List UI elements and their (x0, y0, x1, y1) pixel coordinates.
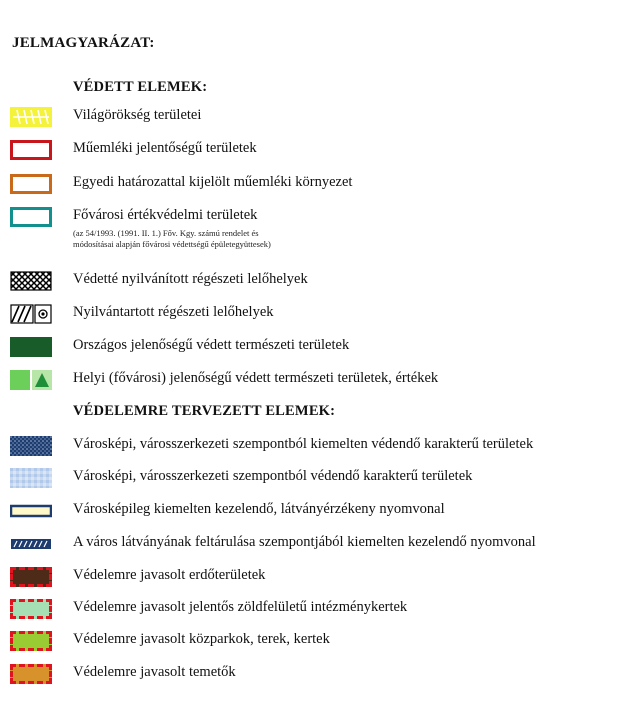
red-dashed-orange-icon (10, 664, 52, 684)
legend-row-parks (0, 628, 633, 654)
red-dashed-brown-icon (10, 567, 52, 587)
legend-label: Városképi, városszerkezeti szempontból kiemelten védendő karakterű területek (73, 436, 534, 452)
legend-row-monument-environment (0, 171, 633, 197)
legend-label: Fővárosi értékvédelmi területek (73, 207, 258, 223)
legend-label: Egyedi határozattal kijelölt műemléki környezet (73, 174, 353, 190)
legend-row-forest (0, 564, 633, 590)
legend-row-viewline-sensitive (0, 498, 633, 524)
legend-label: Helyi (fővárosi) jelenőségű védett természeti területek, értékek (73, 370, 439, 386)
double-line-icon (10, 501, 52, 521)
legend-label: A város látványának feltárulása szempontjából kiemelten kezelendő nyomvonal (73, 534, 536, 550)
legend-row-local-natural (0, 367, 633, 393)
legend-row-cemeteries (0, 661, 633, 687)
red-dashed-lime-icon (10, 631, 52, 651)
legend-row-capital-protection (0, 204, 633, 230)
legend-row-declared-archaeological (0, 268, 633, 294)
legend-note-line: módosításai alapján fővárosi védettségű épületegyüttesek) (73, 239, 271, 249)
diagonal-hatch-dot-icon (10, 304, 52, 324)
hatched-line-icon (10, 534, 52, 554)
legend-label: Műemléki jelentőségű területek (73, 140, 257, 156)
legend-row-monument-areas (0, 137, 633, 163)
legend-label: Városképileg kiemelten kezelendő, látványérzékeny nyomvonal (73, 501, 445, 517)
legend-row-world-heritage (0, 104, 633, 130)
legend-label: Országos jelenőségű védett természeti területek (73, 337, 350, 353)
yellow-hatch-icon (10, 107, 52, 127)
section-heading-planned: VÉDELEMRE TERVEZETT ELEMEK: (73, 403, 336, 419)
light-blue-pattern-icon (10, 468, 52, 488)
orange-outline-box-icon (10, 174, 52, 194)
legend-label: Védelemre javasolt jelentős zöldfelületű intézménykertek (73, 599, 408, 615)
legend-row-registered-archaeological (0, 301, 633, 327)
teal-outline-box-icon (10, 207, 52, 227)
green-fill-triangle-icon (10, 370, 52, 390)
legend-row-national-natural (0, 334, 633, 360)
legend-label: Városképi, városszerkezeti szempontból védendő karakterű területek (73, 468, 473, 484)
legend-row-character (0, 465, 633, 491)
legend-row-emphasized-character (0, 433, 633, 459)
legend-row-institutional-gardens (0, 596, 633, 622)
legend-label: Védelemre javasolt erdőterületek (73, 567, 266, 583)
crosshatch-icon (10, 271, 52, 291)
legend-label: Védetté nyilvánított régészeti lelőhelyek (73, 271, 308, 287)
dense-pattern-icon (10, 436, 52, 456)
legend-label: Védelemre javasolt közparkok, terek, kertek (73, 631, 330, 647)
legend-label: Nyilvántartott régészeti lelőhelyek (73, 304, 274, 320)
legend-label: Védelemre javasolt temetők (73, 664, 236, 680)
red-dashed-mint-icon (10, 599, 52, 619)
legend-note-line: (az 54/1993. (1991. II. 1.) Főv. Kgy. számú rendelet és (73, 228, 259, 238)
red-outline-box-icon (10, 140, 52, 160)
legend-row-panorama-viewline (0, 531, 633, 557)
legend-label: Világörökség területei (73, 107, 202, 123)
legend-title: JELMAGYARÁZAT: (12, 35, 155, 51)
section-heading-protected: VÉDETT ELEMEK: (73, 79, 208, 95)
dark-green-fill-icon (10, 337, 52, 357)
